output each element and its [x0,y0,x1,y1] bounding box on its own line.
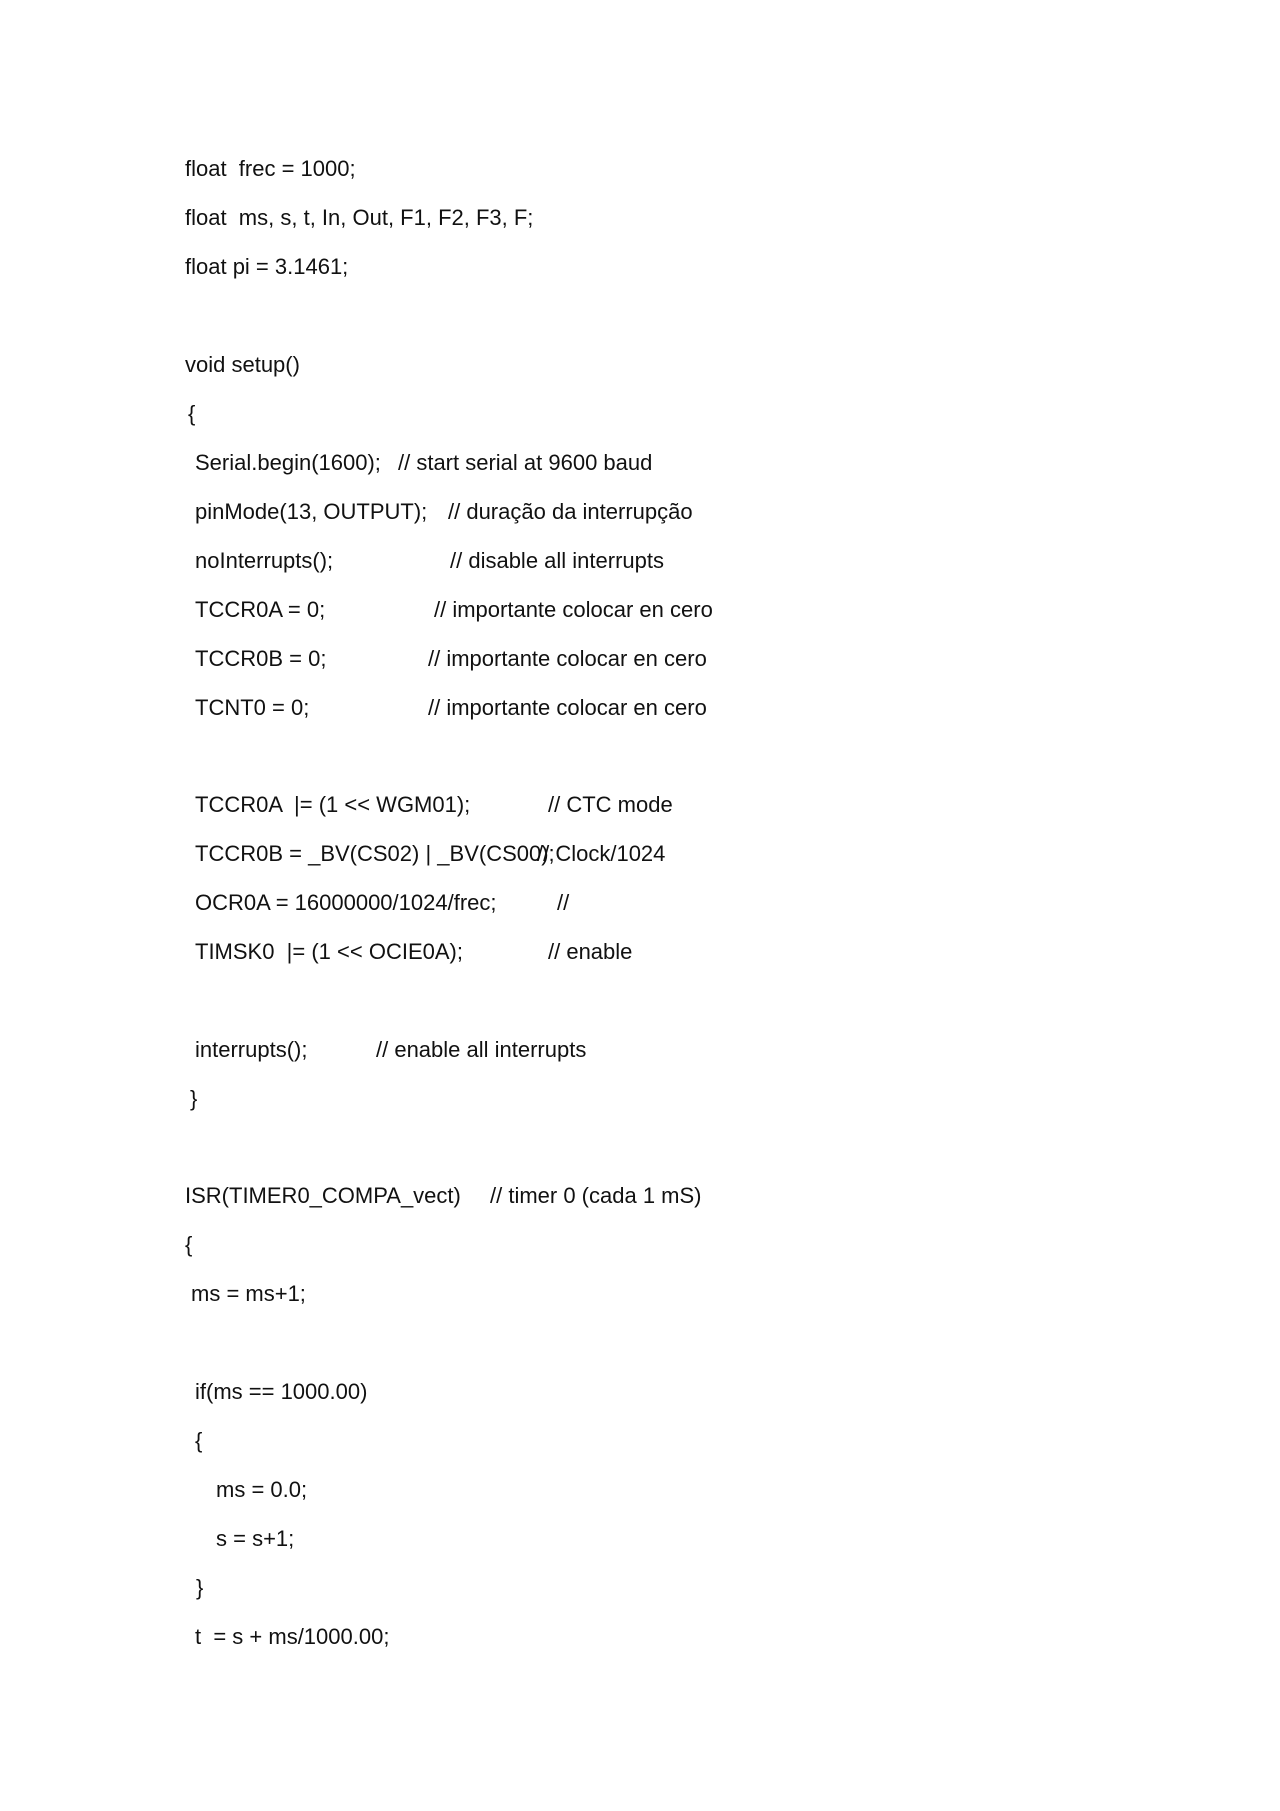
code-line-17: } [190,1086,198,1111]
code-comment-11: // importante colocar en cero [428,695,707,720]
code-comment-16: // enable all interrupts [376,1037,587,1062]
code-line-22: { [195,1428,203,1453]
code-comment-8: // disable all interrupts [450,548,664,573]
code-line-5: { [188,401,196,426]
code-line-2: float ms, s, t, In, Out, F1, F2, F3, F; [185,205,534,230]
code-line-13: TCCR0B = _BV(CS02) | _BV(CS00); [195,841,555,866]
code-line-21: if(ms == 1000.00) [195,1379,368,1404]
code-line-10: TCCR0B = 0; [195,646,327,671]
code-comment-13: // Clock/1024 [537,841,666,866]
code-comment-15: // enable [548,939,633,964]
code-line-8: noInterrupts(); [195,548,334,573]
code-line-11: TCNT0 = 0; [195,695,310,720]
code-line-4: void setup() [185,352,300,377]
code-comment-12: // CTC mode [548,792,673,817]
code-line-25: } [196,1575,204,1600]
code-line-12: TCCR0A |= (1 << WGM01); [195,792,471,817]
code-line-1: float frec = 1000; [185,156,356,181]
code-comment-9: // importante colocar en cero [434,597,713,622]
code-comment-6: // start serial at 9600 baud [398,450,653,475]
code-line-16: interrupts(); [195,1037,308,1062]
code-comment-10: // importante colocar en cero [428,646,707,671]
code-comment-7: // duração da interrupção [448,499,693,524]
code-line-7: pinMode(13, OUTPUT); [195,499,428,524]
code-line-24: s = s+1; [216,1526,295,1551]
code-line-3: float pi = 3.1461; [185,254,349,279]
code-line-26: t = s + ms/1000.00; [195,1624,390,1649]
code-line-19: { [185,1232,193,1257]
code-line-14: OCR0A = 16000000/1024/frec; [195,890,497,915]
code-line-6: Serial.begin(1600); [195,450,381,475]
code-line-20: ms = ms+1; [191,1281,306,1306]
code-line-15: TIMSK0 |= (1 << OCIE0A); [195,939,463,964]
code-line-23: ms = 0.0; [216,1477,308,1502]
code-comment-18: // timer 0 (cada 1 mS) [490,1183,702,1208]
code-comment-14: // [557,890,570,915]
code-line-9: TCCR0A = 0; [195,597,326,622]
code-line-18: ISR(TIMER0_COMPA_vect) [185,1183,461,1208]
